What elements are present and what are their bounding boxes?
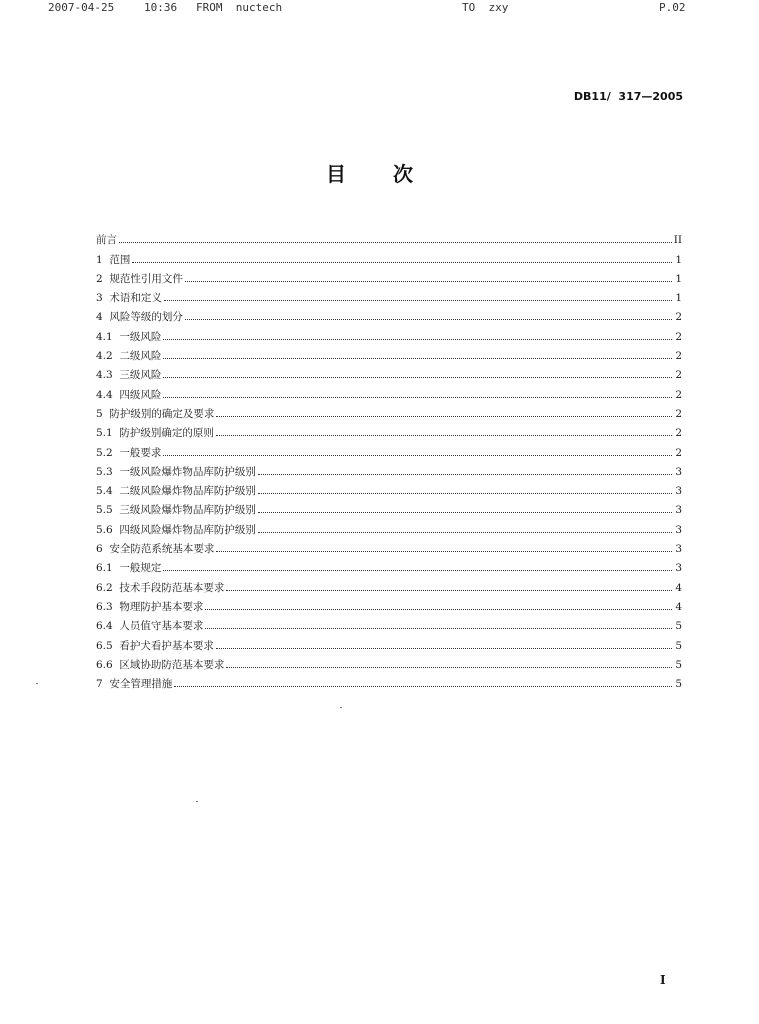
fax-page: P.02: [659, 1, 686, 14]
table-of-contents: [96, 227, 682, 690]
toc-entry[interactable]: [96, 671, 682, 690]
toc-entry-page: 2: [675, 311, 682, 324]
toc-entry-label: 7 安全管理措施: [96, 678, 173, 691]
toc-entry[interactable]: [96, 323, 682, 342]
toc-entry-label: 5.6 四级风险爆炸物品库防护级别: [96, 523, 256, 536]
fax-date: 2007-04-25: [48, 1, 115, 14]
scan-speck: [340, 707, 342, 708]
toc-leader-dots: [258, 511, 672, 513]
toc-leader-dots: [163, 569, 672, 571]
toc-entry-label: 6.4 人员值守基本要求: [96, 620, 204, 633]
toc-leader-dots: [185, 318, 672, 320]
toc-leader-dots: [258, 492, 672, 494]
fax-from: FROM nuctech: [196, 1, 283, 14]
toc-entry[interactable]: [96, 285, 682, 304]
toc-entry-label: 6.2 技术手段防范基本要求: [96, 581, 225, 594]
toc-entry[interactable]: [96, 459, 682, 478]
toc-entry-label: 6.6 区域协助防范基本要求: [96, 658, 225, 671]
toc-entry-page: 2: [675, 446, 682, 459]
toc-leader-dots: [174, 685, 672, 687]
toc-entry-page: 3: [675, 523, 682, 536]
toc-entry-label: 4.1 一级风险: [96, 330, 162, 343]
toc-entry-page: II: [673, 234, 682, 247]
toc-entry-page: 4: [675, 581, 682, 594]
toc-entry-page: 5: [675, 639, 682, 652]
toc-entry[interactable]: [96, 227, 682, 246]
toc-entry[interactable]: [96, 613, 682, 632]
toc-entry-label: 前言: [96, 234, 117, 247]
toc-leader-dots: [216, 434, 672, 436]
toc-leader-dots: [163, 376, 672, 378]
page-title: 目 次: [326, 162, 433, 186]
toc-entry-label: 5.1 防护级别确定的原则: [96, 427, 214, 440]
toc-entry-page: 2: [675, 388, 682, 401]
toc-entry-label: 3 术语和定义: [96, 292, 162, 305]
toc-entry[interactable]: [96, 401, 682, 420]
toc-leader-dots: [163, 454, 672, 456]
toc-entry-page: 2: [675, 427, 682, 440]
scan-speck: [196, 801, 198, 802]
toc-leader-dots: [163, 357, 672, 359]
page-number: I: [660, 973, 666, 987]
toc-entry-page: 3: [675, 562, 682, 575]
toc-leader-dots: [216, 550, 672, 552]
toc-entry-page: 1: [675, 272, 682, 285]
toc-entry[interactable]: [96, 343, 682, 362]
toc-entry-page: 2: [675, 330, 682, 343]
toc-entry[interactable]: [96, 594, 682, 613]
toc-entry-label: 5.5 三级风险爆炸物品库防护级别: [96, 504, 256, 517]
toc-leader-dots: [216, 415, 672, 417]
toc-entry-label: 2 规范性引用文件: [96, 272, 183, 285]
toc-entry[interactable]: [96, 574, 682, 593]
toc-entry[interactable]: [96, 304, 682, 323]
toc-leader-dots: [216, 647, 672, 649]
toc-entry[interactable]: [96, 381, 682, 400]
toc-leader-dots: [119, 241, 672, 243]
fax-to: TO zxy: [462, 1, 509, 14]
toc-leader-dots: [163, 396, 672, 398]
toc-entry-label: 5 防护级别的确定及要求: [96, 407, 215, 420]
toc-entry-label: 4.4 四级风险: [96, 388, 162, 401]
toc-entry-page: 3: [675, 504, 682, 517]
toc-entry-label: 6.5 看护犬看护基本要求: [96, 639, 214, 652]
toc-entry-page: 3: [675, 485, 682, 498]
toc-leader-dots: [205, 608, 672, 610]
toc-leader-dots: [205, 627, 672, 629]
toc-entry[interactable]: [96, 536, 682, 555]
toc-entry[interactable]: [96, 632, 682, 651]
toc-entry-page: 5: [675, 620, 682, 633]
toc-entry[interactable]: [96, 362, 682, 381]
toc-entry[interactable]: [96, 497, 682, 516]
fax-time: 10:36: [144, 1, 178, 14]
toc-entry-page: 5: [675, 658, 682, 671]
toc-leader-dots: [163, 338, 672, 340]
toc-entry-label: 4.2 二级风险: [96, 350, 162, 363]
toc-entry[interactable]: [96, 516, 682, 535]
toc-entry-label: 6 安全防范系统基本要求: [96, 543, 215, 556]
toc-entry-page: 3: [675, 465, 682, 478]
toc-entry-label: 4.3 三级风险: [96, 369, 162, 382]
toc-entry-label: 1 范围: [96, 253, 131, 266]
toc-leader-dots: [258, 473, 672, 475]
fax-header: [0, 0, 759, 16]
toc-entry-label: 5.2 一般要求: [96, 446, 162, 459]
toc-entry-page: 1: [675, 292, 682, 305]
toc-entry-page: 3: [675, 543, 682, 556]
toc-entry[interactable]: [96, 439, 682, 458]
toc-entry-page: 1: [675, 253, 682, 266]
toc-entry-page: 2: [675, 407, 682, 420]
toc-entry[interactable]: [96, 652, 682, 671]
standard-code: DB11/ 317—2005: [573, 90, 683, 103]
toc-entry-page: 2: [675, 369, 682, 382]
toc-leader-dots: [132, 261, 672, 263]
toc-entry[interactable]: [96, 266, 682, 285]
toc-entry[interactable]: [96, 555, 682, 574]
toc-entry-label: 6.3 物理防护基本要求: [96, 600, 204, 613]
toc-entry-page: 2: [675, 350, 682, 363]
toc-leader-dots: [226, 589, 672, 591]
toc-entry-label: 5.3 一级风险爆炸物品库防护级别: [96, 465, 256, 478]
toc-leader-dots: [226, 666, 672, 668]
scan-speck: [36, 683, 38, 684]
toc-leader-dots: [258, 531, 672, 533]
toc-leader-dots: [185, 280, 672, 282]
toc-entry-page: 4: [675, 600, 682, 613]
toc-entry-label: 5.4 二级风险爆炸物品库防护级别: [96, 485, 256, 498]
toc-entry[interactable]: [96, 420, 682, 439]
toc-entry[interactable]: [96, 478, 682, 497]
toc-entry-label: 6.1 一般规定: [96, 562, 162, 575]
toc-entry-page: 5: [675, 678, 682, 691]
toc-entry-label: 4 风险等级的划分: [96, 311, 183, 324]
toc-entry[interactable]: [96, 246, 682, 265]
toc-leader-dots: [164, 299, 672, 301]
